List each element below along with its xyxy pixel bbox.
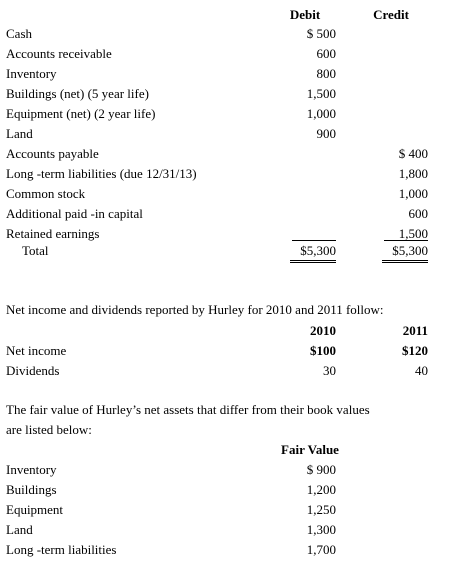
debit-amount: 800 bbox=[316, 66, 336, 81]
account-name: Cash bbox=[6, 26, 32, 41]
debit-subtotal-rule bbox=[292, 240, 336, 241]
net-income-2010: $100 bbox=[310, 343, 336, 358]
debit-amount: 1,500 bbox=[306, 86, 336, 101]
account-name: Common stock bbox=[6, 186, 86, 201]
fair-value-label: Equipment bbox=[6, 502, 64, 517]
debit-amount: 900 bbox=[316, 126, 336, 141]
credit-subtotal-rule bbox=[384, 240, 428, 241]
account-name: Inventory bbox=[6, 66, 57, 81]
debit-amount: 600 bbox=[316, 46, 336, 61]
fair-value-amount: 1,300 bbox=[306, 522, 336, 537]
net-income-2011: $120 bbox=[402, 343, 428, 358]
fair-value-intro-line1: The fair value of Hurley’s net assets that differ from their book values bbox=[6, 402, 370, 417]
debit-amount: $ 500 bbox=[306, 26, 336, 41]
fair-value-label: Long -term liabilities bbox=[6, 542, 117, 557]
fair-value-label: Buildings bbox=[6, 482, 57, 497]
debit-amount: 1,000 bbox=[306, 106, 336, 121]
fair-value-amount: 1,250 bbox=[306, 502, 336, 517]
dividends-2011: 40 bbox=[415, 363, 428, 378]
account-name: Retained earnings bbox=[6, 226, 100, 241]
total-credit: $5,300 bbox=[392, 243, 428, 258]
year-header-2011: 2011 bbox=[402, 323, 428, 338]
account-name: Long -term liabilities (due 12/31/13) bbox=[6, 166, 197, 181]
account-name: Additional paid -in capital bbox=[6, 206, 143, 221]
dividends-2010: 30 bbox=[323, 363, 336, 378]
fair-value-amount: 1,700 bbox=[306, 542, 336, 557]
net-income-label: Net income bbox=[6, 343, 67, 358]
credit-header: Credit bbox=[373, 7, 409, 22]
credit-amount: 1,500 bbox=[398, 226, 428, 241]
debit-total-double-rule bbox=[290, 260, 336, 263]
fair-value-amount: $ 900 bbox=[306, 462, 336, 477]
debit-header: Debit bbox=[289, 7, 321, 22]
year-header-2010: 2010 bbox=[310, 323, 336, 338]
account-name: Land bbox=[6, 126, 33, 141]
credit-amount: $ 400 bbox=[398, 146, 428, 161]
fair-value-label: Land bbox=[6, 522, 33, 537]
fair-value-amount: 1,200 bbox=[306, 482, 336, 497]
total-debit: $5,300 bbox=[300, 243, 336, 258]
fair-value-intro-line2: are listed below: bbox=[6, 422, 92, 437]
credit-amount: 600 bbox=[408, 206, 428, 221]
total-label: Total bbox=[22, 243, 49, 258]
dividends-label: Dividends bbox=[6, 363, 60, 378]
credit-amount: 1,800 bbox=[398, 166, 428, 181]
income-intro: Net income and dividends reported by Hurley for 2010 and 2011 follow: bbox=[6, 302, 384, 317]
account-name: Equipment (net) (2 year life) bbox=[6, 106, 156, 121]
account-name: Accounts payable bbox=[6, 146, 99, 161]
account-name: Accounts receivable bbox=[6, 46, 112, 61]
fair-value-header: Fair Value bbox=[281, 442, 339, 457]
account-name: Buildings (net) (5 year life) bbox=[6, 86, 149, 101]
credit-total-double-rule bbox=[382, 260, 428, 263]
fair-value-label: Inventory bbox=[6, 462, 57, 477]
credit-amount: 1,000 bbox=[398, 186, 428, 201]
